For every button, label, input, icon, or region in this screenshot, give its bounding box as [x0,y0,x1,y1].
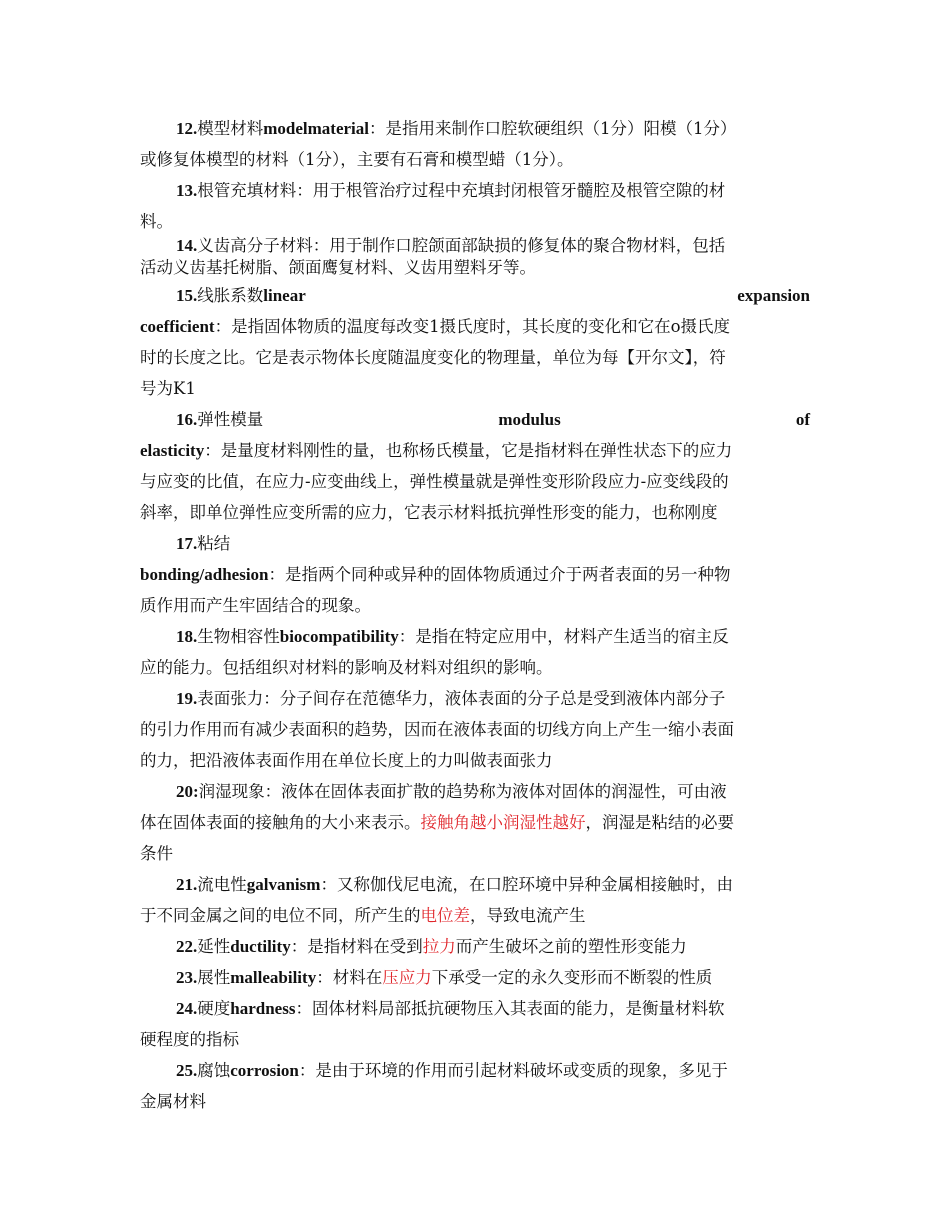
term-cn: 润湿现象 [198,782,265,801]
definition-text: ：液体在固体表面扩散的趋势称为液体对固体的润湿性，可由液 [264,782,727,801]
entry-13-line-2 [140,211,810,233]
entry-16-line-4 [140,502,810,524]
definition-text: 应的能力。包括组织对材料的影响及材料对组织的影响。 [140,658,553,677]
entry-number: 16. [176,410,198,429]
entry-21 [176,874,810,896]
term-en: hardness [230,999,296,1018]
definition-text: 或修复体模型的材料（1分），主要有石膏和模型蜡（1分）。 [140,150,574,169]
entry-number: 22. [176,937,198,956]
entry-number: 24. [176,999,198,1018]
entry-15 [176,285,810,307]
entry-20-line-3 [140,843,810,865]
entry-number: 14. [176,236,198,255]
definition-text: ，润湿是粘结的必要 [585,813,734,832]
term-cn: 根管充填材料 [197,181,297,200]
entry-number: 15. [176,286,198,305]
entry-17-line-2 [140,564,810,586]
entry-14 [176,235,810,257]
entry-17 [176,533,810,555]
term-cn: 生物相容性 [197,627,280,646]
definition-text: 的引力作用而有减少表面积的趋势，因而在液体表面的切线方向上产生一缩小表面 [140,720,734,739]
definition-text: ：是指两个同种或异种的固体物质通过介于两者表面的另一种物 [268,565,731,584]
definition-text: ，导致电流产生 [470,906,586,925]
entry-number: 19. [176,689,198,708]
definition-text: ：是指在特定应用中，材料产生适当的宿主反 [398,627,729,646]
term-cn: 模型材料 [197,119,264,138]
entry-16-line-2 [140,440,810,462]
definition-text: 的力，把沿液体表面作用在单位长度上的力叫做表面张力 [140,751,553,770]
definition-text: ：分子间存在范德华力，液体表面的分子总是受到液体内部分子 [263,689,726,708]
term-en: linear [263,286,306,305]
entry-number: 12. [176,119,198,138]
definition-text: 号为K1 [140,379,196,398]
definition-text: ：固体材料局部抵抗硬物压入其表面的能力，是衡量材料软 [295,999,725,1018]
entry-15-line-2 [140,316,810,338]
term-en: biocompatibility [279,627,399,646]
definition-text: 与应变的比值，在应力-应变曲线上，弹性模量就是弹性变形阶段应力-应变线段的 [140,472,729,491]
entry-23 [176,967,810,989]
term-cn: 硬度 [197,999,231,1018]
definition-text: 时的长度之比。它是表示物体长度随温度变化的物理量，单位为每【开尔文】，符 [140,348,726,367]
entry-21-line-2 [140,905,810,927]
entry-number: 25. [176,1061,198,1080]
entry-number: 18. [176,627,198,646]
term-en: coefficient [140,317,215,336]
entry-15-line-3 [140,347,810,369]
entry-15-line-4 [140,378,810,400]
highlight-text: 电位差 [420,906,470,925]
term-cn: 粘结 [197,534,231,553]
definition-text: 于不同金属之间的电位不同，所产生的 [140,906,421,925]
entry-13 [176,180,810,202]
term-cn: 表面张力 [197,689,264,708]
term-cn: 腐蚀 [197,1061,231,1080]
definition-text: ：是指固体物质的温度每改变1摄氏度时，其长度的变化和它在o摄氏度 [214,317,731,336]
entry-number: 13. [176,181,198,200]
highlight-text: 拉力 [422,937,456,956]
term-cn: 弹性模量 [197,410,264,429]
term-en: of [795,410,810,429]
entry-number: 23. [176,968,198,987]
definition-text: 金属材料 [140,1092,206,1111]
term-en: modelmaterial [263,119,369,138]
entry-20 [176,781,810,803]
definition-text: ：用于制作口腔颌面部缺损的修复体的聚合物材料，包括 [312,236,726,255]
definition-text: 条件 [140,844,173,863]
term-en: malleability [230,968,317,987]
entry-19-line-2 [140,719,810,741]
definition-text: ：用于根管治疗过程中充填封闭根管牙髓腔及根管空隙的材 [296,181,726,200]
definition-text: 活动义齿基托树脂、颌面鹰复材料、义齿用塑料牙等。 [140,258,536,277]
entry-16-line-3 [140,471,810,493]
definition-text: 硬程度的指标 [140,1030,239,1049]
entry-number: 21. [176,875,198,894]
entry-24-line-2 [140,1029,810,1051]
term-en: modulus [498,410,561,429]
term-en: elasticity [140,441,205,460]
entry-17-line-3 [140,595,810,617]
highlight-text: 接触角越小润湿性越好 [420,813,586,832]
definition-text: ：又称伽伐尼电流，在口腔环境中异种金属相接触时，由 [320,875,733,894]
definition-text: 体在固体表面的接触角的大小来表示。 [140,813,421,832]
entry-22 [176,936,810,958]
term-cn: 义齿高分子材料 [197,236,313,255]
term-en: corrosion [230,1061,299,1080]
entry-24 [176,998,810,1020]
term-cn: 流电性 [197,875,247,894]
highlight-text: 压应力 [382,968,432,987]
entry-14-line-2 [140,257,810,279]
definition-text: 斜率，即单位弹性应变所需的应力，它表示材料抵抗弹性形变的能力，也称刚度 [140,503,718,522]
entry-20-line-2 [140,812,810,834]
definition-text: ：材料在 [316,968,383,987]
entry-19 [176,688,810,710]
definition-text: ：是指材料在受到 [290,937,423,956]
definition-text: 下承受一定的永久变形而不断裂的性质 [431,968,713,987]
entry-number: 20: [176,782,199,801]
definition-text: ：是量度材料刚性的量，也称杨氏模量，它是指材料在弹性状态下的应力 [204,441,733,460]
entry-12 [176,118,810,140]
entry-18 [176,626,810,648]
definition-text: 质作用而产生牢固结合的现象。 [140,596,371,615]
term-cn: 延性 [197,937,231,956]
definition-text: 料。 [140,212,173,231]
term-en: bonding/adhesion [140,565,269,584]
entry-18-line-2 [140,657,810,679]
definition-text: 而产生破坏之前的塑性形变能力 [455,937,687,956]
entry-25 [176,1060,810,1082]
definition-text: ：是指用来制作口腔软硬组织（1分）阳模（1分） [369,119,737,138]
term-cn: 展性 [197,968,231,987]
term-cn: 线胀系数 [197,286,264,305]
term-en: expansion [737,286,810,305]
entry-25-line-2 [140,1091,810,1113]
term-en: ductility [230,937,291,956]
entry-19-line-3 [140,750,810,772]
entry-16 [176,409,810,431]
term-en: galvanism [246,875,321,894]
entry-number: 17. [176,534,198,553]
entry-12-line-2 [140,149,810,171]
definition-text: ：是由于环境的作用而引起材料破坏或变质的现象，多见于 [298,1061,728,1080]
